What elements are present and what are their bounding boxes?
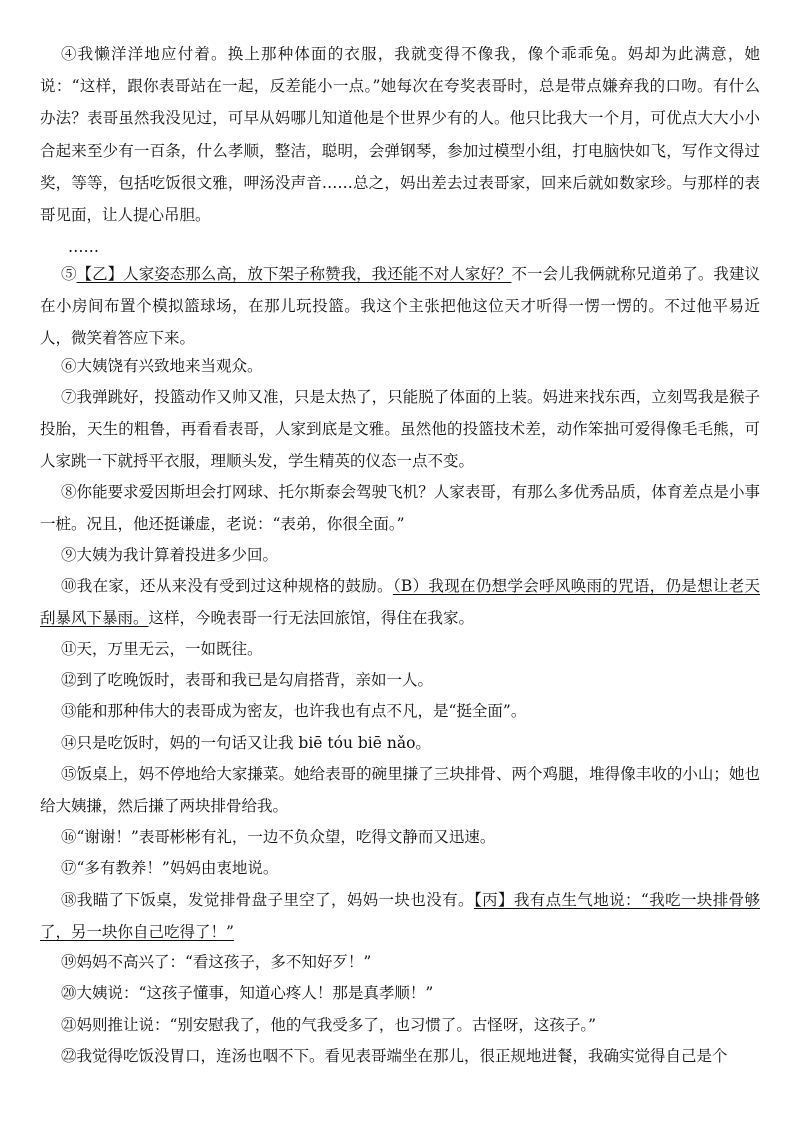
underlined-passage-yi: 【乙】人家姿态那么高，放下架子称赞我，我还能不对人家好？ bbox=[76, 265, 512, 283]
paragraph-18 bbox=[40, 884, 760, 948]
paragraph-text: ㉒我觉得吃饭没胃口，连汤也咽不下。看见表哥端坐在那儿，很正规地进餐，我确实觉得自己是个 bbox=[61, 1047, 728, 1065]
paragraph-text: ⑭只是吃饭时，妈的一句话又让我 biē tóu biē nǎo。 bbox=[61, 734, 431, 752]
paragraph-text: ⑦我弹跳好，投篮动作又帅又准，只是太热了，只能脱了体面的上装。妈进来找东西，立刻骂我是猴子投胎，天生的粗鲁，再看看表哥，人家到底是文雅。虽然他的投篮技术差，动作笨拙可爱得像毛毛熊，可人家跳一下就捋平衣服，理顺头发，学生精英的仪态一点不变。 bbox=[40, 388, 760, 471]
paragraph-11 bbox=[40, 633, 760, 665]
paragraph-9 bbox=[40, 539, 760, 571]
paragraph-text: ㉑妈则推让说：“别安慰我了，他的气我受多了，也习惯了。古怪呀，这孩子。” bbox=[61, 1016, 597, 1034]
paragraph-number: ⑤ bbox=[61, 265, 77, 283]
paragraph-text: ⑨大姨为我计算着投进多少回。 bbox=[61, 546, 279, 564]
paragraph-text: ⑪天，万里无云，一如既往。 bbox=[61, 640, 263, 658]
paragraph-16 bbox=[40, 821, 760, 853]
paragraph-5 bbox=[40, 258, 760, 355]
paragraph-15 bbox=[40, 758, 760, 822]
paragraph-text: ⑧你能要求爱因斯坦会打网球、托尔斯泰会驾驶飞机？人家表哥，有那么多优秀品质，体育差点是小事一桩。况且，他还挺谦虚，老说：“表弟，你很全面。” bbox=[40, 483, 760, 534]
paragraph-20 bbox=[40, 977, 760, 1009]
paragraph-text: ⑥大姨饶有兴致地来当观众。 bbox=[61, 357, 263, 375]
paragraph-10 bbox=[40, 570, 760, 634]
underlined-passage-b: （B）我现在仍想学会呼风唤雨的咒语，仍是想让老天刮暴风下暴雨。 bbox=[40, 577, 760, 628]
paragraph-text: ④我懒洋洋地应付着。换上那种体面的衣服，我就变得不像我，像个乖乖兔。妈却为此满意，她说：“这样，跟你表哥站在一起，反差能小一点。”她每次在夸奖表哥时，总是带点嫌弃我的口吻。有什么办法？表哥虽然我没见过，可早从妈哪儿知道他是个世界少有的人。他只比我大一个月，可优点大大小小合起来至少有一百条，什么孝顺，整洁，聪明，会弹钢琴，参加过模型小组，打电脑快如飞，写作文得过奖，等等，包括吃饭很文雅，呷汤没声音……总之，妈出差去过表哥家，回来后就如数家珍。与那样的表哥见面，让人提心吊胆。 bbox=[40, 45, 760, 225]
paragraph-14 bbox=[40, 727, 760, 759]
paragraph-text: ⑲妈妈不高兴了：“看这孩子，多不知好歹！” bbox=[61, 953, 372, 971]
paragraph-text: ⑱我瞄了下饭桌，发觉排骨盘子里空了，妈妈一块也没有。 bbox=[61, 891, 474, 909]
paragraph-text: ⑬能和那种伟大的表哥成为密友，也许我也有点不凡，是“挺全面”。 bbox=[61, 702, 527, 720]
paragraph-text: ⑮饭桌上，妈不停地给大家搛菜。她给表哥的碗里搛了三块排骨、两个鸡腿，堆得像丰收的小山；她也给大姨搛，然后搛了两块排骨给我。 bbox=[40, 765, 760, 816]
paragraph-text: ⑰“多有教养！”妈妈由衷地说。 bbox=[61, 859, 279, 877]
paragraph-text: ⑯“谢谢！”表哥彬彬有礼，一边不负众望，吃得文静而又迅速。 bbox=[61, 828, 496, 846]
paragraph-19 bbox=[40, 946, 760, 978]
paragraph-12 bbox=[40, 664, 760, 696]
paragraph-7 bbox=[40, 381, 760, 478]
paragraph-4 bbox=[40, 38, 760, 231]
paragraph-text: 这样，今晚表哥一行无法回旅馆，得住在我家。 bbox=[148, 609, 475, 628]
paragraph-8 bbox=[40, 476, 760, 540]
underlined-passage-bing: 【丙】我有点生气地说：“我吃一块排骨够了，另一块你自己吃得了！” bbox=[40, 891, 760, 942]
ellipsis-text: …… bbox=[68, 238, 99, 256]
paragraph-6 bbox=[40, 350, 760, 382]
paragraph-text: ⑫到了吃晚饭时，表哥和我已是勾肩搭背，亲如一人。 bbox=[61, 671, 434, 689]
paragraph-text: ⑩我在家，还从来没有受到过这种规格的鼓励。 bbox=[61, 577, 393, 595]
paragraph-22 bbox=[40, 1040, 760, 1072]
paragraph-13 bbox=[40, 695, 760, 727]
paragraph-text: ⑳大姨说：“这孩子懂事，知道心疼人！那是真孝顺！” bbox=[61, 984, 434, 1002]
paragraph-17 bbox=[40, 852, 760, 884]
paragraph-text: 不一会儿我俩就称兄道弟了。我建议在小房间布置个模拟篮球场，在那儿玩投篮。我这个主张把他这位天才听得一愣一愣的。不过他平易近人，微笑着答应下来。 bbox=[40, 265, 760, 348]
paragraph-21 bbox=[40, 1009, 760, 1041]
